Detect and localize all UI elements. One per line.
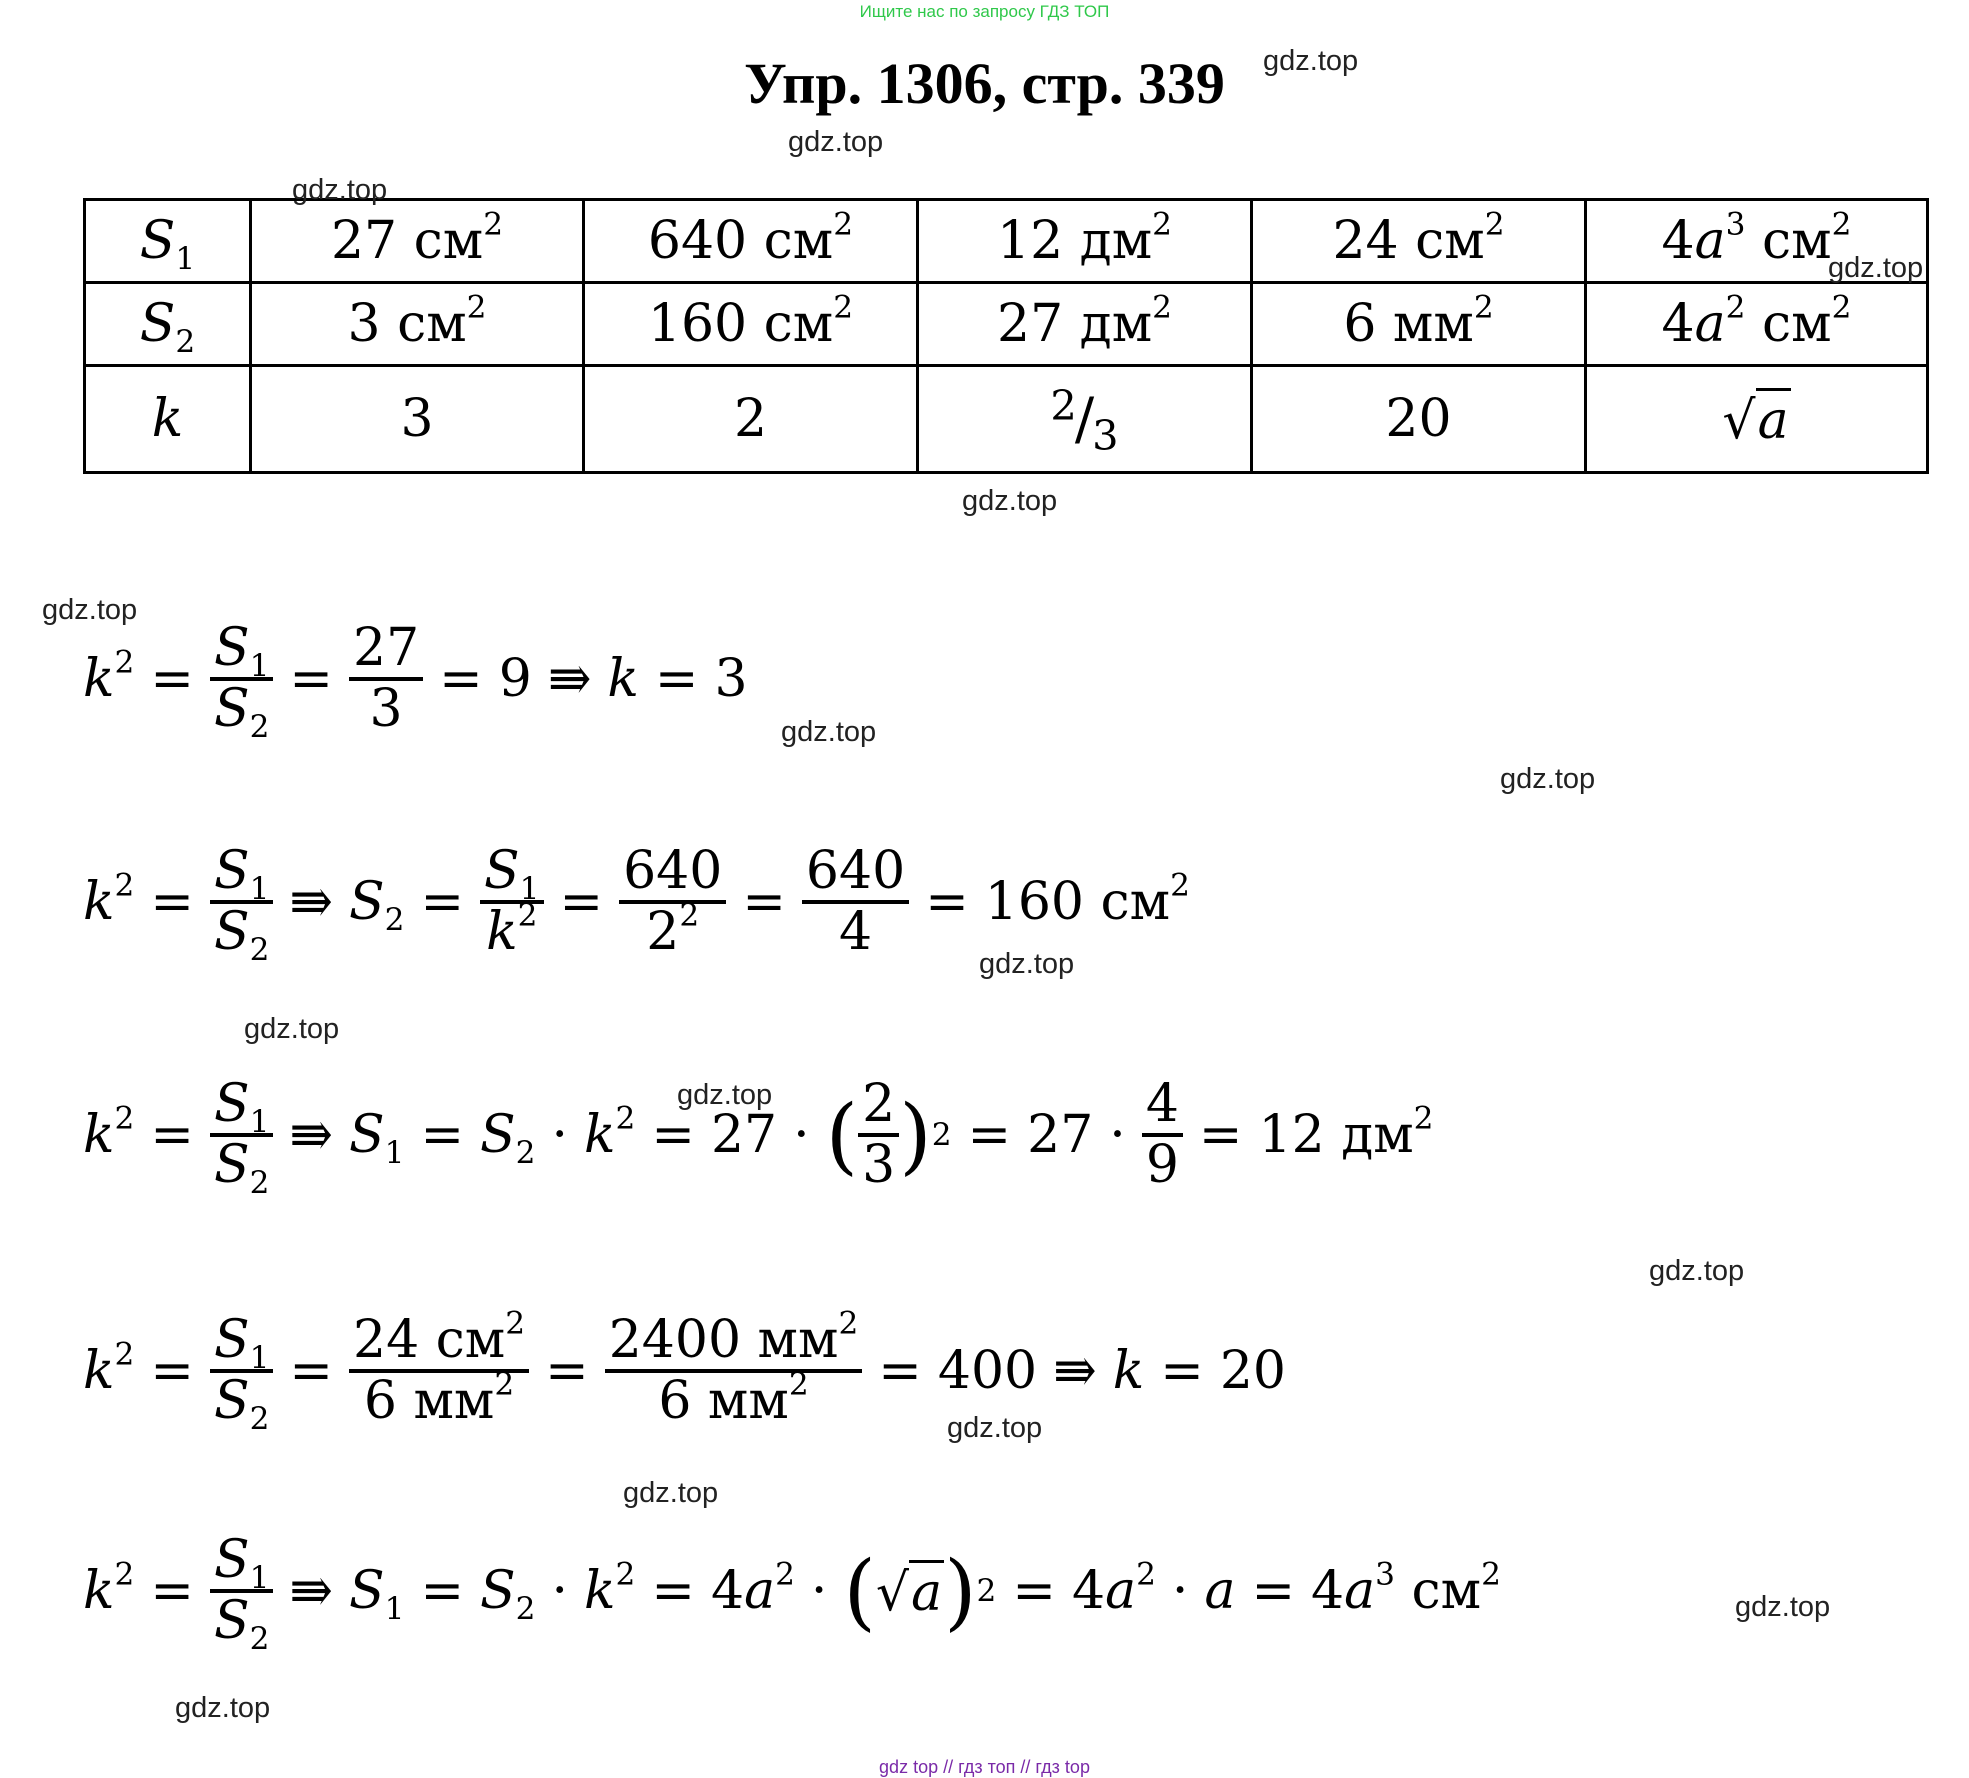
watermark: gdz.top [781, 716, 877, 748]
page-title: Упр. 1306, стр. 339 [744, 51, 1225, 116]
solution-5: $k^2$ = $\frac{S_1}{S_2}$ ⇛ $S_1$ = $S_2$ · $k^2$ = $4a^2$ · ( √ a ) 2 = $4a^2$ · a = $4a^3$ $см^2$ [83, 1530, 1501, 1658]
cell-k: 2 / 3 [918, 366, 1252, 473]
watermark: gdz.top [947, 1412, 1043, 1444]
watermark: gdz.top [1263, 45, 1359, 77]
cell-s2: $4a^2$ $см^2$ [1586, 283, 1928, 366]
cell-s1: 12 $дм^2$ [918, 200, 1252, 283]
watermark: gdz.top [788, 126, 884, 158]
search-banner: Ищите нас по запросу ГДЗ ТОП [859, 2, 1110, 21]
row-head-k: k [85, 366, 251, 473]
solution-2: $k^2$ = $\frac{S_1}{S_2}$ ⇛ $S_2$ = $\frac{S_1}{k^2}$ = $\frac{640}{2^2}$ = $\frac{640}{4}$ = 160 $см^2$ [83, 841, 1190, 969]
watermark: gdz.top [1828, 252, 1924, 284]
cell-s2: 3 $см^2$ [251, 283, 584, 366]
cell-s1: $4a^3$ $см^2$ [1586, 200, 1928, 283]
row-k [85, 366, 1928, 473]
cell-k: 2 [584, 366, 918, 473]
watermark: gdz.top [292, 174, 388, 206]
watermark: gdz.top [1649, 1255, 1745, 1287]
watermark: gdz.top [244, 1013, 340, 1045]
cell-k: 20 [1252, 366, 1586, 473]
cell-s1: 24 $см^2$ [1252, 200, 1586, 283]
footer-links: gdz top // гдз топ // гдз top [879, 1757, 1090, 1777]
watermark: gdz.top [1735, 1591, 1831, 1623]
answer-table [83, 198, 1929, 474]
row-s1 [85, 200, 1928, 283]
solution-1: $k^2$ = $\frac{S_1}{S_2}$ = $\frac{27}{3}$ = 9 ⇛ k = 3 [83, 618, 748, 746]
cell-s2: 27 $дм^2$ [918, 283, 1252, 366]
watermark: gdz.top [979, 948, 1075, 980]
row-s2 [85, 283, 1928, 366]
row-head-s2: $S_2$ [85, 283, 251, 366]
watermark: gdz.top [623, 1477, 719, 1509]
solution-4: $k^2$ = $\frac{S_1}{S_2}$ = $\frac{24 см^2}{6 мм^2}$ = $\frac{2400 мм^2}{6 мм^2}$ = 400 ⇛ k = 20 [83, 1305, 1286, 1438]
watermark: gdz.top [962, 485, 1058, 517]
watermark: gdz.top [42, 594, 138, 626]
row-head-s1: $S_1$ [85, 200, 251, 283]
watermark: gdz.top [677, 1079, 773, 1111]
cell-k: √ a [1586, 366, 1928, 473]
cell-s2: 160 $см^2$ [584, 283, 918, 366]
watermark: gdz.top [175, 1692, 271, 1724]
cell-s1: 640 $см^2$ [584, 200, 918, 283]
cell-k: 3 [251, 366, 584, 473]
watermark: gdz.top [1500, 763, 1596, 795]
cell-s2: 6 $мм^2$ [1252, 283, 1586, 366]
solution-3: $k^2$ = $\frac{S_1}{S_2}$ ⇛ $S_1$ = $S_2$ · $k^2$ = 27 · ( $\frac{2}{3}$ ) 2 = 27 · $\frac{4}{9}$ = 12 $дм^2$ [83, 1074, 1434, 1202]
cell-s1: 27 $см^2$ [251, 200, 584, 283]
